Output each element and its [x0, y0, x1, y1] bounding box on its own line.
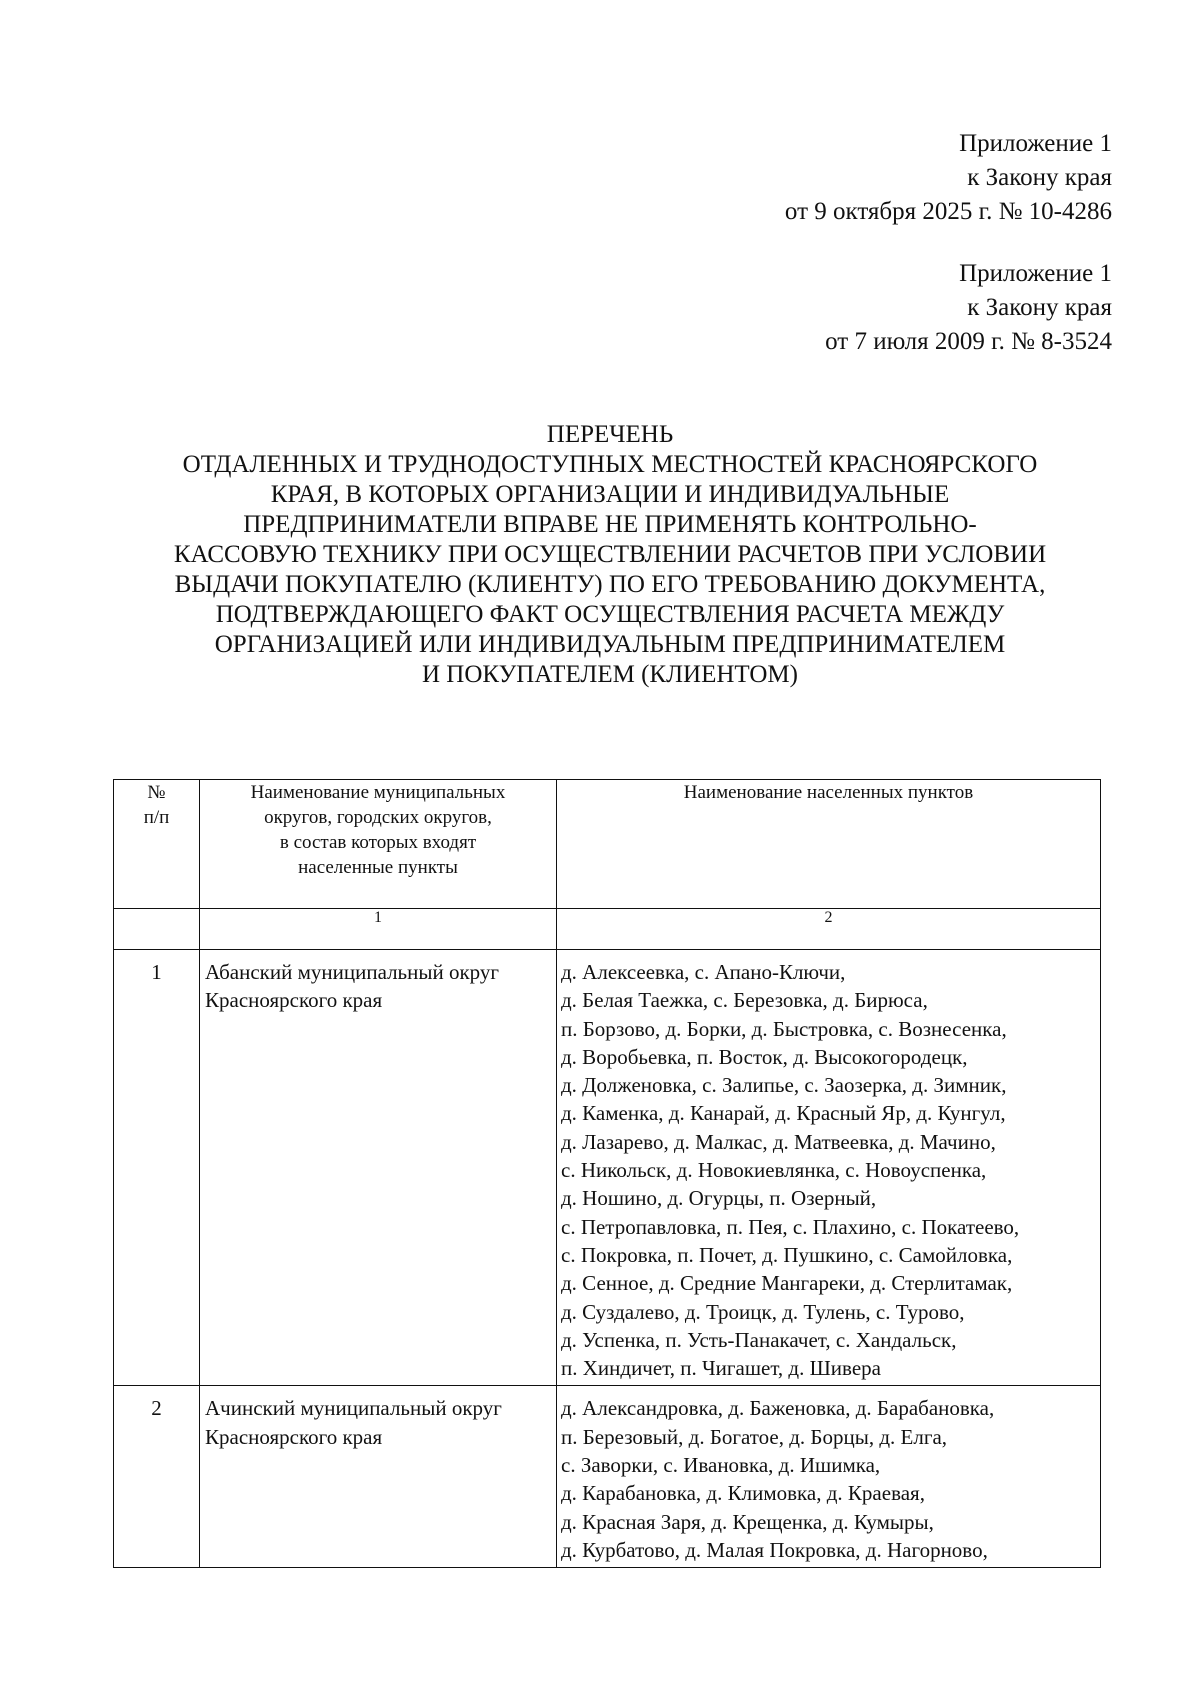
table-header-row	[114, 780, 1101, 909]
table-row	[114, 1386, 1101, 1568]
header-district: Наименование муниципальных округов, городских округов, в состав которых входят населенные пункты	[200, 780, 557, 909]
appendix-law-ref: к Закону края	[967, 294, 1112, 321]
appendix-label: Приложение 1	[959, 260, 1112, 287]
document-title: ПЕРЕЧЕНЬ ОТДАЛЕННЫХ И ТРУДНОДОСТУПНЫХ МЕСТНОСТЕЙ КРАСНОЯРСКОГО КРАЯ, В КОТОРЫХ ОРГАНИЗАЦИИ И ИНДИВИДУАЛЬНЫЕ ПРЕДПРИНИМАТЕЛИ ВПРАВЕ НЕ ПРИМЕНЯТЬ КОНТРОЛЬНО- КАССОВУЮ ТЕХНИКУ ПРИ ОСУЩЕСТВЛЕНИИ РАСЧЕТОВ ПРИ УСЛОВИИ ВЫДАЧИ ПОКУПАТЕЛЮ (КЛИЕНТУ) ПО ЕГО ТРЕБОВАНИЮ ДОКУМЕНТА, ПОДТВЕРЖДАЮЩЕГО ФАКТ ОСУЩЕСТВЛЕНИЯ РАСЧЕТА МЕЖДУ ОРГАНИЗАЦИЕЙ ИЛИ ИНДИВИДУАЛЬНЫМ ПРЕДПРИНИМАТЕЛЕМ И ПОКУПАТЕЛЕМ (КЛИЕНТОМ)	[173, 421, 1047, 688]
row-places: д. Алексеевка, с. Апано-Ключи, д. Белая Таежка, с. Березовка, д. Бирюса, п. Борзово, д. Борки, д. Быстровка, с. Вознесенка, д. Воробьевка, п. Восток, д. Высокогородецк, д. Долженовка, с. Залипье, с. Заозерка, д. Зимник, д. Каменка, д. Канарай, д. Красный Яр, д. Кунгул, д. Лазарево, д. Малкас, д. Матвеевка, д. Мачино, с. Никольск, д. Новокиевлянка, с. Новоуспенка, д. Ношино, д. Огурцы, п. Озерный, с. Петропавловка, п. Пея, с. Плахино, с. Покатеево, с. Покровка, п. Почет, д. Пушкино, с. Самойловка, д. Сенное, д. Средние Мангареки, д. Стерлитамак, д. Суздалево, д. Троицк, д. Тулень, с. Турово, д. Успенка, п. Усть-Панакачет, с. Хандальск, п. Хиндичет, п. Чигашет, д. Шивера	[557, 950, 1101, 1386]
row-number: 2	[114, 1386, 200, 1568]
column-number-2: 2	[557, 909, 1101, 950]
header-number: № п/п	[114, 780, 200, 909]
row-district: Ачинский муниципальный округ Красноярского края	[200, 1386, 557, 1568]
row-number: 1	[114, 950, 200, 1386]
row-district: Абанский муниципальный округ Красноярского края	[200, 950, 557, 1386]
appendix-law-date: от 7 июля 2009 г. № 8-3524	[825, 328, 1112, 355]
row-places: д. Александровка, д. Баженовка, д. Барабановка, п. Березовый, д. Богатое, д. Борцы, д. Елга, с. Заворки, с. Ивановка, д. Ишимка, д. Карабановка, д. Климовка, д. Краевая, д. Красная Заря, д. Крещенка, д. Кумыры, д. Курбатово, д. Малая Покровка, д. Нагорново,	[557, 1386, 1101, 1568]
table-row	[114, 950, 1101, 1386]
column-number-row	[114, 909, 1101, 950]
appendix-law-ref: к Закону края	[967, 164, 1112, 191]
localities-table	[113, 779, 1101, 1568]
column-number-empty	[114, 909, 200, 950]
appendix-header-new	[785, 127, 1112, 229]
header-places: Наименование населенных пунктов	[557, 780, 1101, 909]
appendix-header-old	[825, 257, 1112, 359]
column-number-1: 1	[200, 909, 557, 950]
appendix-law-date: от 9 октября 2025 г. № 10-4286	[784, 198, 1112, 225]
appendix-label: Приложение 1	[959, 130, 1112, 157]
